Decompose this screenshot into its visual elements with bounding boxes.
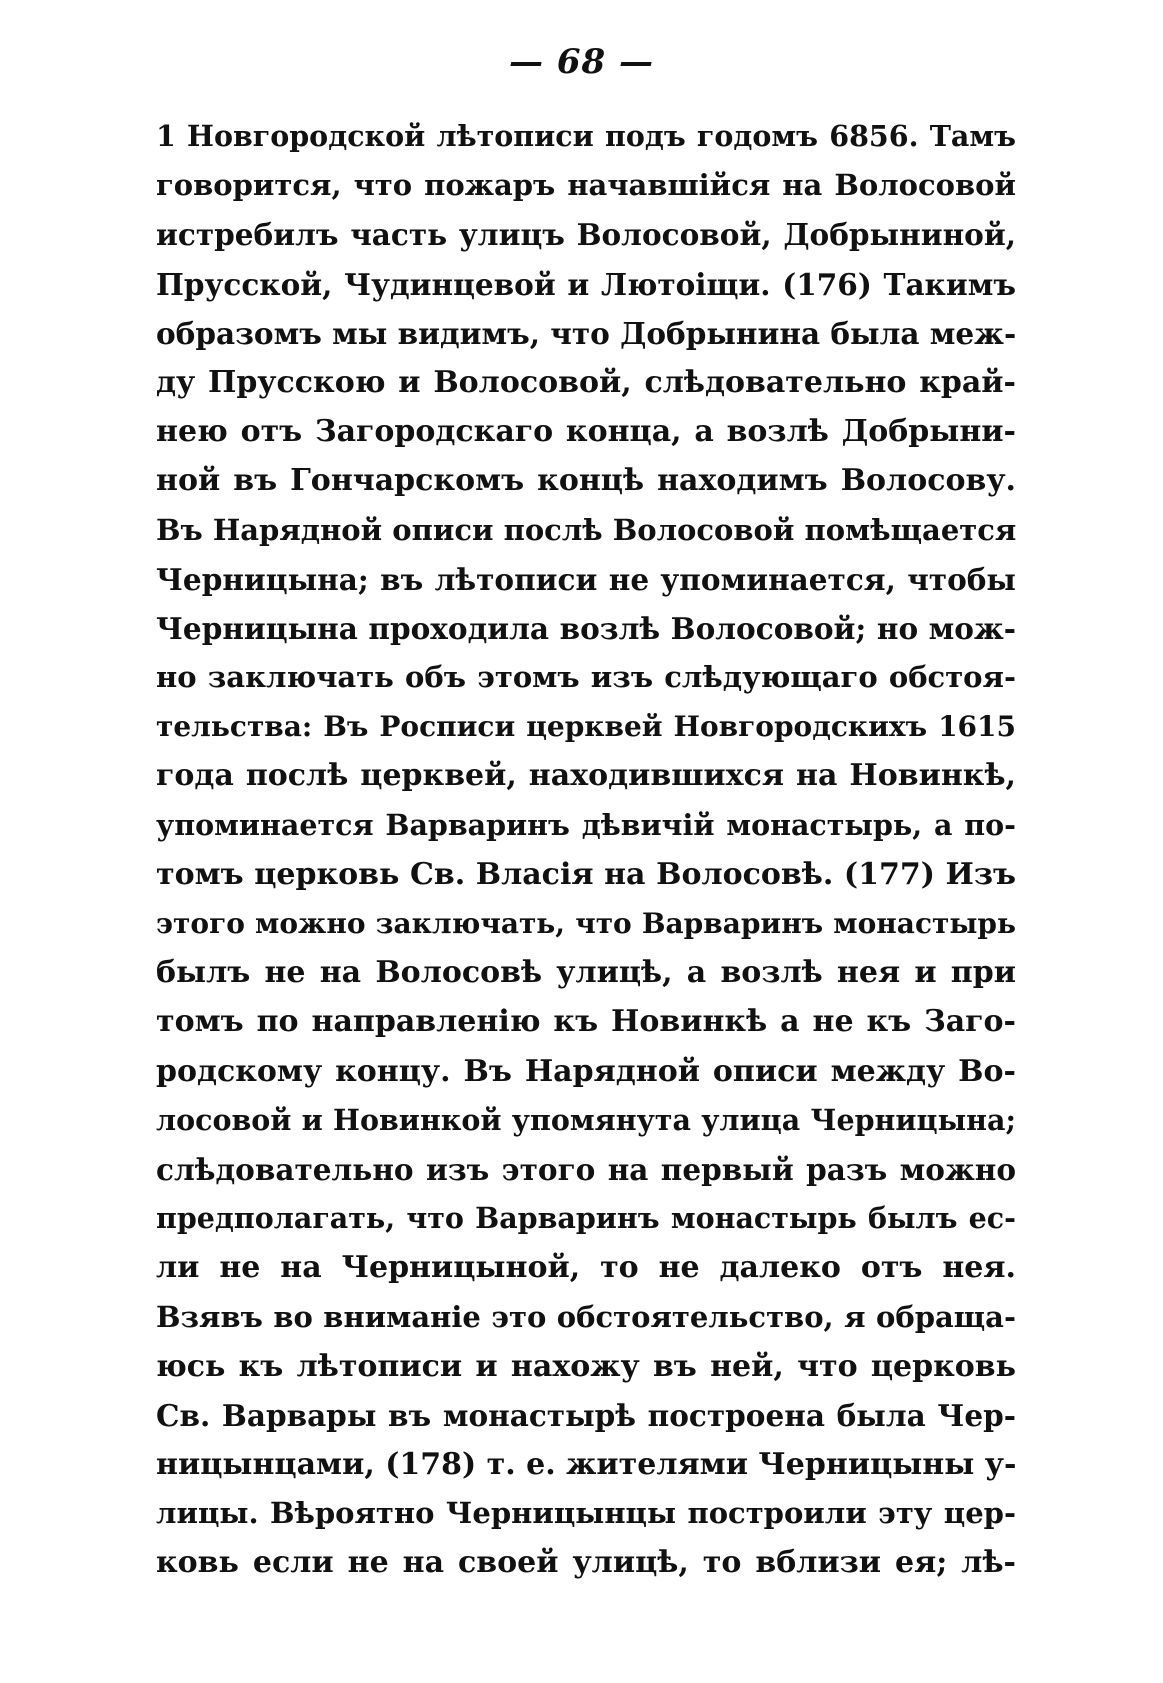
text-line: говорится, что пожаръ начавшійся на Волосовой — [156, 168, 1016, 203]
text-line: предполагать, что Варваринъ монастырь былъ ес- — [156, 1201, 1016, 1236]
text-line: ной въ Гончарскомъ концѣ находимъ Волосову. — [156, 463, 1016, 499]
text-line: года послѣ церквей, находившихся на Новинкѣ, — [156, 758, 1016, 794]
text-line: нею отъ Загородскаго конца, а возлѣ Добрыни- — [156, 414, 1016, 450]
text-line: Черницына проходила возлѣ Волосовой; но мож- — [156, 610, 1016, 646]
text-line: былъ не на Волосовѣ улицѣ, а возлѣ нея и при — [156, 955, 1016, 991]
text-line: юсь къ лѣтописи и нахожу въ ней, что церковь — [156, 1348, 1016, 1384]
text-line: Взявъ во вниманіе это обстоятельство, я обраща- — [156, 1299, 1016, 1334]
page-number: — 68 — — [509, 42, 654, 82]
text-line: ницынцами, (178) т. е. жителями Черницыны у- — [156, 1447, 1016, 1483]
text-line: лосовой и Новинкой упомянута улица Черницына; — [156, 1102, 1016, 1137]
text-line: ли не на Черницыной, то не далеко отъ нея. — [156, 1250, 1016, 1286]
text-line: упоминается Варваринъ дѣвичій монастырь, а по- — [156, 807, 1016, 842]
text-line: но заключать объ этомъ изъ слѣдующаго обстоя- — [156, 660, 1016, 695]
text-line: Въ Нарядной описи послѣ Волосовой помѣщается — [156, 512, 1016, 547]
text-line: лицы. Вѣроятно Черницынцы построили эту цер- — [156, 1496, 1016, 1531]
text-line: истребилъ часть улицъ Волосовой, Добрыниной, — [156, 217, 1016, 253]
text-line: Черницына; въ лѣтописи не упоминается, чтобы — [156, 561, 1016, 597]
text-line: томъ по направленію къ Новинкѣ а не къ Заго- — [156, 1004, 1016, 1040]
text-line: Прусской, Чудинцевой и Лютоіщи. (176) Такимъ — [156, 266, 1016, 302]
text-line: Св. Варвары въ монастырѣ построена была Чер- — [156, 1397, 1016, 1433]
text-line: тельства: Въ Росписи церквей Новгородскихъ 1615 — [156, 710, 1016, 744]
text-line: образомъ мы видимъ, что Добрынина была меж- — [156, 315, 1016, 351]
text-line: томъ церковь Св. Власія на Волосовѣ. (177) Изъ — [156, 856, 1016, 892]
text-line: слѣдовательно изъ этого на первый разъ можно — [156, 1151, 1016, 1187]
text-line: ковь если не на своей улицѣ, то вблизи ея; лѣ- — [156, 1545, 1016, 1581]
body-text — [156, 112, 1016, 1588]
text-line: этого можно заключать, что Варваринъ монастырь — [156, 907, 1016, 940]
text-line: родскому концу. Въ Нарядной описи между Во- — [156, 1053, 1016, 1089]
text-line: ду Прусскою и Волосовой, слѣдовательно край- — [156, 364, 1016, 400]
text-line: 1 Новгородской лѣтописи подъ годомъ 6856. Тамъ — [156, 119, 1016, 153]
